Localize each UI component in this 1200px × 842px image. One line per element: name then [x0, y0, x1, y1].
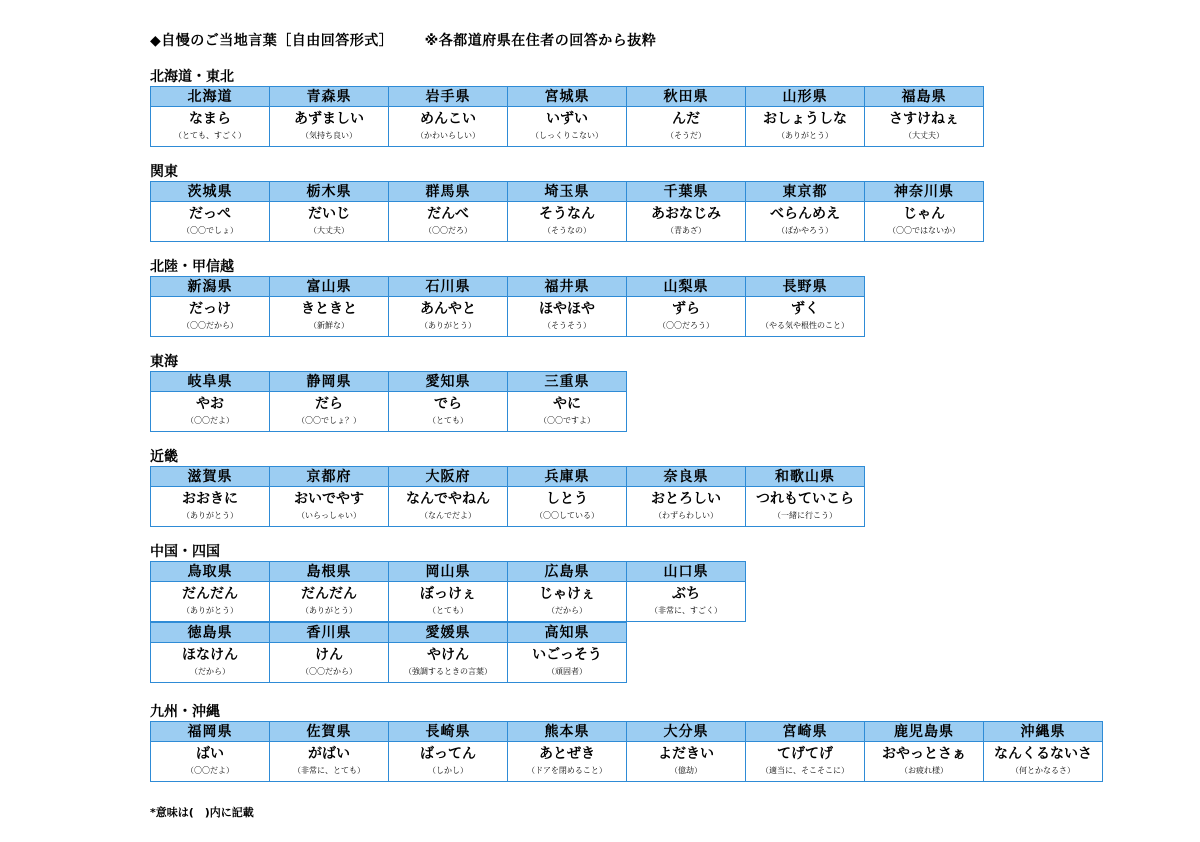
dialect-meaning: （しかし） [428, 766, 468, 775]
region-label: 関東 [150, 164, 178, 180]
prefecture-header: 福岡県 [151, 722, 270, 742]
dialect-meaning: （新鮮な） [309, 321, 349, 330]
dialect-word: あんやと [420, 301, 476, 317]
dialect-word: よだきい [658, 746, 714, 762]
dialect-word: やけん [427, 647, 469, 663]
region-label: 近畿 [150, 449, 178, 465]
dialect-meaning: （大丈夫） [309, 226, 349, 235]
dialect-meaning: （ありがとう） [420, 321, 476, 330]
dialect-cell [151, 107, 270, 147]
prefecture-header: 千葉県 [627, 182, 746, 202]
dialect-cell [508, 582, 627, 622]
dialect-meaning: （いらっしゃい） [297, 511, 361, 520]
dialect-meaning: （やる気や根性のこと） [761, 321, 849, 330]
prefecture-header: 福井県 [508, 277, 627, 297]
dialect-word: さすけねぇ [889, 111, 959, 127]
dialect-cell [270, 297, 389, 337]
prefecture-header: 栃木県 [270, 182, 389, 202]
dialect-cell [270, 643, 389, 683]
dialect-meaning: （〇〇だから） [182, 321, 238, 330]
dialect-meaning: （そうなの） [543, 226, 591, 235]
dialect-word: あとぜき [539, 746, 595, 762]
dialect-cell [746, 742, 865, 782]
dialect-cell [389, 742, 508, 782]
dialect-word: じゃけぇ [539, 586, 595, 602]
dialect-meaning: （なんでだよ） [420, 511, 476, 520]
dialect-cell [746, 297, 865, 337]
dialect-meaning: （とても） [428, 416, 468, 425]
dialect-meaning: （〇〇だよ） [186, 766, 234, 775]
dialect-meaning: （〇〇でしょ？） [297, 416, 361, 425]
dialect-meaning: （適当に、そこそこに） [761, 766, 849, 775]
dialect-word: いごっそう [532, 647, 602, 663]
dialect-cell [389, 107, 508, 147]
dialect-meaning: （そうそう） [543, 321, 591, 330]
dialect-meaning: （〇〇だろ） [424, 226, 472, 235]
dialect-cell [389, 392, 508, 432]
dialect-meaning: （ありがとう） [182, 511, 238, 520]
region-block [150, 448, 865, 527]
dialect-meaning: （一緒に行こう） [773, 511, 837, 520]
dialect-word: だんべ [427, 206, 469, 222]
dialect-word: だっけ [189, 301, 231, 317]
dialect-meaning: （とても、すごく） [174, 131, 246, 140]
region-label: 北海道・東北 [150, 69, 234, 85]
prefecture-header: 愛知県 [389, 372, 508, 392]
dialect-cell [984, 742, 1103, 782]
dialect-word: だんだん [301, 586, 357, 602]
dialect-word: なんくるないさ [994, 746, 1092, 762]
prefecture-header: 新潟県 [151, 277, 270, 297]
prefecture-header: 香川県 [270, 623, 389, 643]
dialect-word: だいじ [308, 206, 350, 222]
dialect-meaning: （〇〇している） [535, 511, 599, 520]
prefecture-header: 大分県 [627, 722, 746, 742]
dialect-cell [746, 487, 865, 527]
dialect-word: やに [553, 396, 581, 412]
dialect-word: おとろしい [651, 491, 721, 507]
dialect-table [150, 371, 627, 432]
prefecture-header: 沖縄県 [984, 722, 1103, 742]
dialect-meaning: （ありがとう） [182, 606, 238, 615]
prefecture-header: 佐賀県 [270, 722, 389, 742]
title-note: ※各都道府県在住者の回答から抜粋 [424, 33, 657, 49]
dialect-word: きときと [301, 301, 357, 317]
dialect-table [150, 466, 865, 527]
dialect-word: ずら [672, 301, 700, 317]
dialect-word: ぼっけぇ [420, 586, 476, 602]
prefecture-header: 大阪府 [389, 467, 508, 487]
dialect-word: おやっとさぁ [882, 746, 966, 762]
dialect-meaning: （わずらわしい） [654, 511, 718, 520]
dialect-meaning: （〇〇だから） [301, 667, 357, 676]
dialect-cell [508, 742, 627, 782]
prefecture-header: 山口県 [627, 562, 746, 582]
dialect-cell [389, 487, 508, 527]
prefecture-header: 広島県 [508, 562, 627, 582]
dialect-word: いずい [546, 111, 588, 127]
dialect-meaning: （そうだ） [666, 131, 706, 140]
dialect-table [150, 622, 627, 683]
prefecture-header: 山形県 [746, 87, 865, 107]
dialect-word: んだ [672, 111, 700, 127]
dialect-cell [746, 107, 865, 147]
dialect-cell [508, 392, 627, 432]
dialect-cell [389, 643, 508, 683]
dialect-word: だっぺ [189, 206, 231, 222]
dialect-cell [270, 582, 389, 622]
dialect-meaning: （かわいらしい） [416, 131, 480, 140]
dialect-cell [270, 742, 389, 782]
dialect-word: そうなん [539, 206, 595, 222]
dialect-meaning: （頑固者） [547, 667, 587, 676]
dialect-cell [627, 487, 746, 527]
prefecture-header: 徳島県 [151, 623, 270, 643]
region-label: 中国・四国 [150, 544, 220, 560]
dialect-word: ばってん [420, 746, 476, 762]
dialect-cell [508, 643, 627, 683]
dialect-meaning: （ばかやろう） [777, 226, 833, 235]
dialect-cell [270, 107, 389, 147]
dialect-word: だんだん [182, 586, 238, 602]
dialect-meaning: （だから） [190, 667, 230, 676]
prefecture-header: 北海道 [151, 87, 270, 107]
region-label: 九州・沖縄 [150, 704, 220, 720]
prefecture-header: 滋賀県 [151, 467, 270, 487]
dialect-word: つれもていこら [756, 491, 854, 507]
dialect-word: ほやほや [539, 301, 595, 317]
dialect-meaning: （非常に、とても） [293, 766, 365, 775]
dialect-meaning: （非常に、すごく） [650, 606, 722, 615]
dialect-cell [151, 202, 270, 242]
dialect-meaning: （青あざ） [665, 226, 707, 235]
prefecture-header: 富山県 [270, 277, 389, 297]
dialect-word: あおなじみ [651, 206, 721, 222]
dialect-cell [865, 742, 984, 782]
dialect-cell [508, 487, 627, 527]
prefecture-header: 茨城県 [151, 182, 270, 202]
dialect-table [150, 181, 984, 242]
dialect-word: でら [434, 396, 462, 412]
dialect-table [150, 276, 865, 337]
prefecture-header: 岐阜県 [151, 372, 270, 392]
region-block [150, 258, 865, 337]
dialect-meaning: （〇〇だろう） [658, 321, 714, 330]
prefecture-header: 秋田県 [627, 87, 746, 107]
dialect-cell [151, 297, 270, 337]
dialect-cell [627, 742, 746, 782]
dialect-cell [270, 392, 389, 432]
prefecture-header: 岡山県 [389, 562, 508, 582]
dialect-meaning: （気持ち良い） [301, 131, 357, 140]
prefecture-header: 兵庫県 [508, 467, 627, 487]
dialect-cell [151, 487, 270, 527]
dialect-cell [270, 487, 389, 527]
dialect-cell [627, 202, 746, 242]
title-main: ◆自慢のご当地言葉［自由回答形式］ [150, 33, 394, 49]
dialect-meaning: （億劫） [670, 766, 702, 775]
dialect-meaning: （〇〇でしょ） [182, 226, 238, 235]
prefecture-header: 鹿児島県 [865, 722, 984, 742]
dialect-word: あずましい [294, 111, 364, 127]
dialect-cell [865, 202, 984, 242]
dialect-meaning: （ありがとう） [301, 606, 357, 615]
prefecture-header: 鳥取県 [151, 562, 270, 582]
dialect-word: おおきに [182, 491, 238, 507]
dialect-table [150, 721, 1103, 782]
dialect-meaning: （ありがとう） [777, 131, 833, 140]
dialect-cell [389, 297, 508, 337]
region-label: 北陸・甲信越 [150, 259, 234, 275]
dialect-meaning: （強調するときの言葉） [404, 667, 492, 676]
dialect-meaning: （〇〇ですよ） [539, 416, 595, 425]
dialect-cell [746, 202, 865, 242]
region-block [150, 543, 746, 683]
dialect-word: けん [315, 647, 343, 663]
dialect-word: ぶち [672, 586, 700, 602]
prefecture-header: 和歌山県 [746, 467, 865, 487]
dialect-cell [151, 582, 270, 622]
dialect-meaning: （〇〇ではないか） [888, 226, 960, 235]
dialect-meaning: （だから） [547, 606, 587, 615]
prefecture-header: 愛媛県 [389, 623, 508, 643]
dialect-table [150, 86, 984, 147]
dialect-meaning: （とても） [428, 606, 468, 615]
prefecture-header: 山梨県 [627, 277, 746, 297]
prefecture-header: 岩手県 [389, 87, 508, 107]
prefecture-header: 京都府 [270, 467, 389, 487]
dialect-table [150, 561, 746, 622]
dialect-word: しとう [546, 491, 588, 507]
dialect-cell [627, 297, 746, 337]
dialect-meaning: （何とかなるさ） [1011, 766, 1075, 775]
page-title [150, 30, 656, 50]
prefecture-header: 奈良県 [627, 467, 746, 487]
dialect-word: めんこい [420, 111, 476, 127]
dialect-cell [865, 107, 984, 147]
region-block [150, 703, 1103, 782]
dialect-word: じゃん [903, 206, 945, 222]
prefecture-header: 長野県 [746, 277, 865, 297]
prefecture-header: 宮崎県 [746, 722, 865, 742]
dialect-cell [270, 202, 389, 242]
region-block [150, 68, 984, 147]
dialect-cell [151, 392, 270, 432]
dialect-cell [151, 643, 270, 683]
dialect-cell [151, 742, 270, 782]
dialect-word: おしょうしな [763, 111, 847, 127]
prefecture-header: 青森県 [270, 87, 389, 107]
prefecture-header: 熊本県 [508, 722, 627, 742]
prefecture-header: 高知県 [508, 623, 627, 643]
dialect-word: てげてげ [777, 746, 833, 762]
region-label: 東海 [150, 354, 178, 370]
prefecture-header: 長崎県 [389, 722, 508, 742]
prefecture-header: 群馬県 [389, 182, 508, 202]
dialect-cell [627, 582, 746, 622]
dialect-meaning: （ドアを閉めること） [527, 766, 607, 775]
dialect-word: なまら [189, 111, 231, 127]
prefecture-header: 東京都 [746, 182, 865, 202]
dialect-cell [389, 582, 508, 622]
prefecture-header: 宮城県 [508, 87, 627, 107]
footnote: *意味は( )内に記載 [150, 806, 254, 819]
dialect-word: やお [196, 396, 224, 412]
dialect-word: ずく [791, 301, 819, 317]
dialect-word: ほなけん [182, 647, 238, 663]
dialect-word: ばい [196, 746, 224, 762]
dialect-meaning: （大丈夫） [904, 131, 944, 140]
dialect-cell [508, 107, 627, 147]
dialect-word: だら [315, 396, 343, 412]
dialect-cell [389, 202, 508, 242]
prefecture-header: 島根県 [270, 562, 389, 582]
dialect-word: がばい [308, 746, 350, 762]
dialect-word: なんでやねん [406, 491, 490, 507]
prefecture-header: 神奈川県 [865, 182, 984, 202]
dialect-meaning: （お疲れ様） [900, 766, 948, 775]
dialect-cell [627, 107, 746, 147]
dialect-word: べらんめえ [770, 206, 840, 222]
dialect-word: おいでやす [294, 491, 364, 507]
dialect-meaning: （しっくりこない） [531, 131, 603, 140]
dialect-meaning: （〇〇だよ） [186, 416, 234, 425]
prefecture-header: 石川県 [389, 277, 508, 297]
region-block [150, 353, 627, 432]
prefecture-header: 埼玉県 [508, 182, 627, 202]
dialect-cell [508, 202, 627, 242]
prefecture-header: 三重県 [508, 372, 627, 392]
prefecture-header: 福島県 [865, 87, 984, 107]
region-block [150, 163, 984, 242]
dialect-cell [508, 297, 627, 337]
prefecture-header: 静岡県 [270, 372, 389, 392]
